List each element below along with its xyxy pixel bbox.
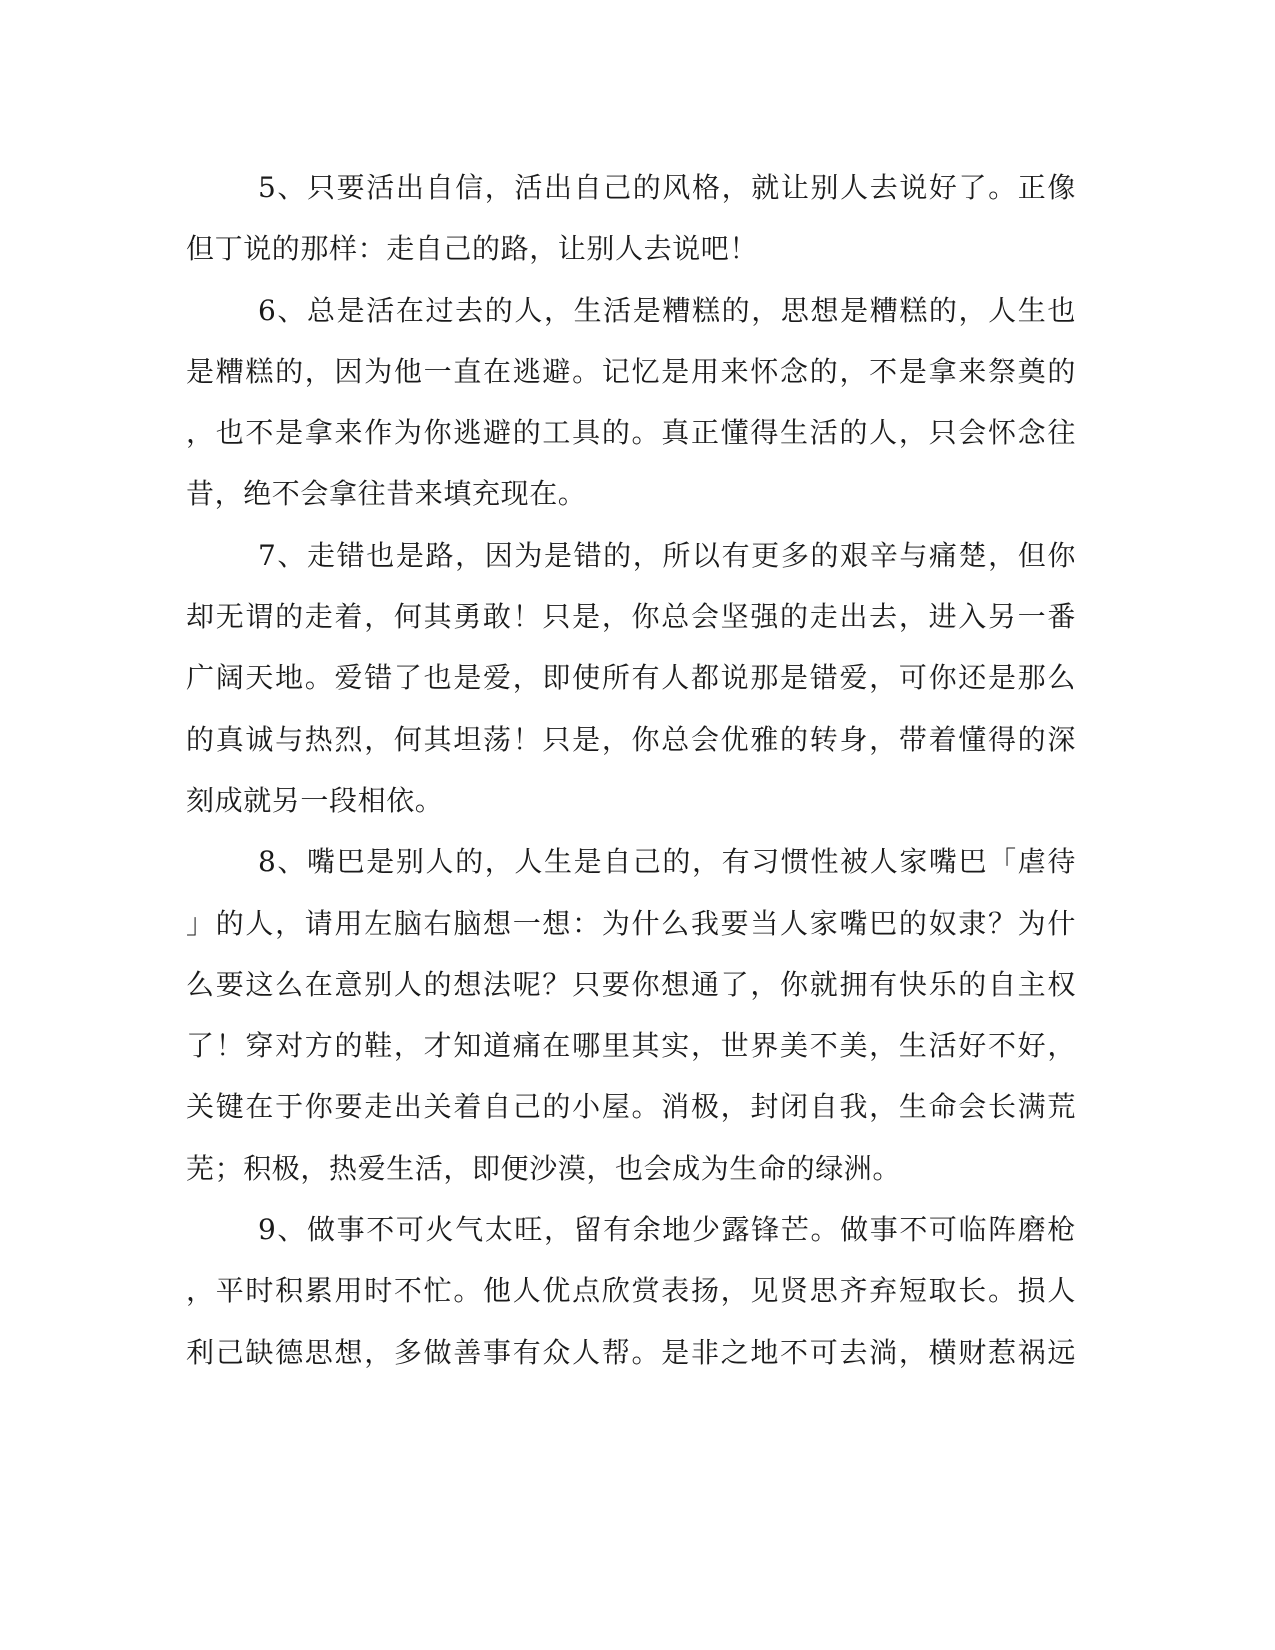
paragraph-5-line-2: 但丁说的那样：走自己的路，让别人去说吧！ [186, 232, 759, 266]
paragraph-9-line-2: ，平时积累用时不忙。他人优点欣赏表扬，见贤思齐弃短取长。损人 [186, 1274, 1076, 1308]
paragraph-6-line-4: 昔，绝不会拿往昔来填充现在。 [186, 477, 587, 511]
paragraph-8-line-6: 芜；积极，热爱生活，即便沙漠，也会成为生命的绿洲。 [186, 1151, 902, 1185]
paragraph-8-line-3: 么要这么在意别人的想法呢？只要你想通了，你就拥有快乐的自主权 [186, 967, 1076, 1001]
paragraph-7-line-5: 刻成就另一段相依。 [186, 783, 444, 817]
paragraph-6-line-1: 6、总是活在过去的人，生活是糟糕的，思想是糟糕的，人生也 [258, 293, 1076, 327]
paragraph-6-line-2: 是糟糕的，因为他一直在逃避。记忆是用来怀念的，不是拿来祭奠的 [186, 354, 1076, 388]
paragraph-9-line-1: 9、做事不可火气太旺，留有余地少露锋芒。做事不可临阵磨枪 [258, 1213, 1076, 1247]
paragraph-6-line-3: ，也不是拿来作为你逃避的工具的。真正懂得生活的人，只会怀念往 [186, 416, 1076, 450]
paragraph-7-line-4: 的真诚与热烈，何其坦荡！只是，你总会优雅的转身，带着懂得的深 [186, 722, 1076, 756]
paragraph-7-line-1: 7、走错也是路，因为是错的，所以有更多的艰辛与痛楚，但你 [258, 538, 1076, 572]
paragraph-9-line-3: 利己缺德思想，多做善事有众人帮。是非之地不可去淌，横财惹祸远 [186, 1335, 1076, 1369]
paragraph-7-line-3: 广阔天地。爱错了也是爱，即使所有人都说那是错爱，可你还是那么 [186, 661, 1076, 695]
paragraph-8-line-1: 8、嘴巴是别人的，人生是自己的，有习惯性被人家嘴巴「虐待 [258, 845, 1076, 879]
body-text [186, 157, 1076, 1383]
paragraph-8-line-4: 了！穿对方的鞋，才知道痛在哪里其实，世界美不美，生活好不好， [186, 1029, 1076, 1063]
paragraph-8-line-2: 」的人，请用左脑右脑想一想：为什么我要当人家嘴巴的奴隶？为什 [186, 906, 1076, 940]
paragraph-8-line-5: 关键在于你要走出关着自己的小屋。消极，封闭自我，生命会长满荒 [186, 1090, 1076, 1124]
paragraph-5-line-1: 5、只要活出自信，活出自己的风格，就让别人去说好了。正像 [258, 171, 1076, 204]
paragraph-7-line-2: 却无谓的走着，何其勇敢！只是，你总会坚强的走出去，进入另一番 [186, 600, 1076, 634]
